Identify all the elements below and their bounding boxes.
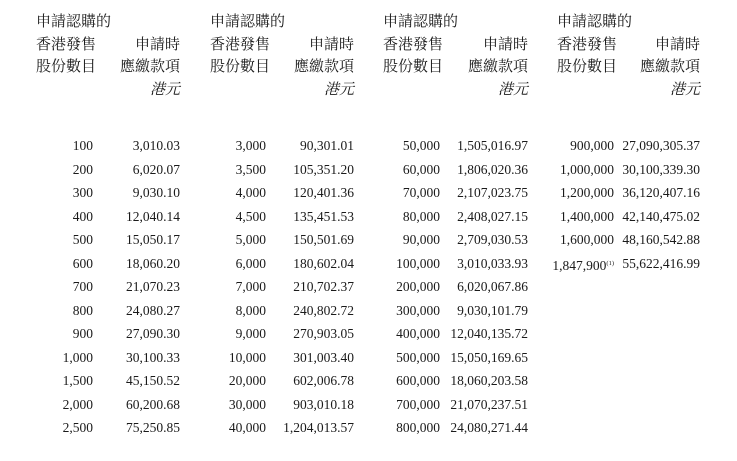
shares-cell: 4,500 bbox=[235, 208, 266, 224]
shares-cell: 200 bbox=[72, 161, 93, 177]
shares-cell: 2,500 bbox=[62, 420, 93, 435]
shares-cell: 50,000 bbox=[402, 138, 440, 153]
amount-cell: 2,408,027.15 bbox=[457, 208, 528, 224]
amount-cell: 18,060,203.58 bbox=[450, 373, 528, 388]
header-amount-line: 應繳款項 bbox=[293, 59, 354, 75]
header-shares-line: 股份數目 bbox=[383, 59, 444, 75]
shares-cell: 1,400,000 bbox=[560, 208, 614, 224]
shares-cell: 200,000 bbox=[396, 279, 440, 294]
amount-cell: 90,301.01 bbox=[300, 138, 354, 153]
shares-column-3 bbox=[396, 134, 440, 440]
shares-cell: 70,000 bbox=[402, 185, 440, 200]
shares-cell: 20,000 bbox=[228, 373, 266, 388]
amount-cell: 9,030.10 bbox=[132, 185, 180, 200]
amount-cell: 120,401.36 bbox=[293, 185, 354, 200]
header-amount-1 bbox=[120, 11, 180, 101]
amount-cell: 3,010.03 bbox=[132, 138, 180, 153]
shares-cell: 100,000 bbox=[396, 255, 440, 271]
amount-cell: 12,040,135.72 bbox=[450, 326, 528, 341]
amount-cell: 75,250.85 bbox=[126, 420, 180, 435]
amount-cell: 1,806,020.36 bbox=[457, 161, 528, 177]
amount-cell: 60,200.68 bbox=[126, 396, 180, 412]
amount-column-2 bbox=[283, 134, 354, 440]
amount-cell: 12,040.14 bbox=[126, 208, 180, 224]
header-amount-line: 申請時 bbox=[134, 36, 180, 53]
shares-cell: 40,000 bbox=[228, 420, 266, 435]
shares-cell: 1,200,000 bbox=[560, 185, 614, 200]
amount-cell: 903,010.18 bbox=[293, 396, 354, 412]
header-amount-line: 應繳款項 bbox=[119, 59, 180, 75]
shares-cell: 9,000 bbox=[235, 326, 266, 341]
shares-cell: 8,000 bbox=[235, 302, 266, 318]
header-amount-line: 應繳款項 bbox=[467, 59, 528, 75]
header-unit: 港元 bbox=[149, 81, 180, 98]
header-amount-3 bbox=[468, 11, 528, 101]
shares-cell: 90,000 bbox=[402, 232, 440, 247]
amount-cell: 18,060.20 bbox=[126, 255, 180, 271]
shares-cell: 1,000 bbox=[62, 349, 93, 365]
header-amount-4 bbox=[640, 11, 700, 101]
shares-cell: 600,000 bbox=[396, 373, 440, 388]
amount-cell: 36,120,407.16 bbox=[622, 185, 700, 200]
amount-cell: 27,090.30 bbox=[126, 326, 180, 341]
shares-cell: 6,000 bbox=[235, 255, 266, 271]
amount-column-3 bbox=[450, 134, 528, 440]
amount-cell: 55,622,416.99 bbox=[622, 255, 700, 271]
header-shares-line: 香港發售 bbox=[36, 36, 97, 53]
shares-column-2 bbox=[229, 134, 266, 440]
shares-cell: 1,600,000 bbox=[560, 232, 614, 247]
amount-cell: 602,006.78 bbox=[293, 373, 354, 388]
amount-cell: 9,030,101.79 bbox=[457, 302, 528, 318]
amount-cell: 135,451.53 bbox=[293, 208, 354, 224]
amount-cell: 15,050,169.65 bbox=[450, 349, 528, 365]
amount-cell: 180,602.04 bbox=[293, 255, 354, 271]
amount-cell: 30,100.33 bbox=[126, 349, 180, 365]
shares-cell: 300 bbox=[72, 185, 93, 200]
amount-cell: 270,903.05 bbox=[293, 326, 354, 341]
amount-cell: 2,709,030.53 bbox=[457, 232, 528, 247]
amount-cell: 27,090,305.37 bbox=[622, 138, 700, 153]
shares-cell: 10,000 bbox=[228, 349, 266, 365]
header-shares-line: 香港發售 bbox=[557, 36, 618, 53]
header-amount-2 bbox=[294, 11, 354, 101]
shares-cell: 7,000 bbox=[235, 279, 266, 294]
amount-cell: 1,204,013.57 bbox=[283, 420, 354, 435]
shares-cell: 700,000 bbox=[396, 396, 440, 412]
header-amount-line: 申請時 bbox=[482, 36, 528, 53]
amount-cell: 3,010,033.93 bbox=[457, 255, 528, 271]
shares-cell: 400,000 bbox=[396, 326, 440, 341]
shares-cell: 400 bbox=[72, 208, 93, 224]
shares-cell: 800 bbox=[72, 302, 93, 318]
shares-cell: 900 bbox=[72, 326, 93, 341]
header-unit: 港元 bbox=[669, 81, 700, 98]
amount-cell: 45,150.52 bbox=[126, 373, 180, 388]
header-shares-line: 股份數目 bbox=[210, 59, 271, 75]
shares-cell: 1,000,000 bbox=[560, 161, 614, 177]
header-amount-line: 應繳款項 bbox=[639, 59, 700, 75]
amount-cell: 105,351.20 bbox=[293, 161, 354, 177]
shares-column-1 bbox=[63, 134, 93, 440]
amount-cell: 30,100,339.30 bbox=[622, 161, 700, 177]
header-shares-line: 申請認購的 bbox=[36, 14, 112, 30]
header-shares-line: 股份數目 bbox=[557, 59, 618, 75]
amount-cell: 301,003.40 bbox=[293, 349, 354, 365]
header-shares-line: 香港發售 bbox=[383, 36, 444, 53]
header-unit: 港元 bbox=[497, 81, 528, 98]
shares-cell: 100 bbox=[72, 138, 93, 153]
shares-cell: 1,500 bbox=[62, 373, 93, 388]
header-amount-line: 申請時 bbox=[654, 36, 700, 53]
shares-cell: 80,000 bbox=[402, 208, 440, 224]
header-shares-3 bbox=[383, 11, 458, 79]
shares-cell: 60,000 bbox=[402, 161, 440, 177]
amount-cell: 150,501.69 bbox=[293, 232, 354, 247]
header-shares-line: 香港發售 bbox=[210, 36, 271, 53]
amount-cell: 42,140,475.02 bbox=[622, 208, 700, 224]
header-amount-line: 申請時 bbox=[308, 36, 354, 53]
shares-cell: 500 bbox=[72, 232, 93, 247]
shares-cell: 600 bbox=[72, 255, 93, 271]
amount-cell: 240,802.72 bbox=[293, 302, 354, 318]
shares-cell: 800,000 bbox=[396, 420, 440, 435]
amount-cell: 15,050.17 bbox=[126, 232, 180, 247]
shares-cell: 5,000 bbox=[235, 232, 266, 247]
header-shares-2 bbox=[210, 11, 285, 79]
amount-cell: 2,107,023.75 bbox=[457, 185, 528, 200]
shares-cell: 700 bbox=[72, 279, 93, 294]
header-shares-1 bbox=[36, 11, 111, 79]
amount-cell: 6,020.07 bbox=[132, 161, 180, 177]
shares-cell: 4,000 bbox=[235, 185, 266, 200]
shares-cell: 30,000 bbox=[228, 396, 266, 412]
amount-cell: 6,020,067.86 bbox=[457, 279, 528, 294]
header-shares-4 bbox=[557, 11, 632, 79]
amount-cell: 21,070.23 bbox=[126, 279, 180, 294]
shares-cell: 500,000 bbox=[396, 349, 440, 365]
shares-cell: 300,000 bbox=[396, 302, 440, 318]
shares-cell-with-note bbox=[552, 252, 614, 278]
footnote-marker: (1) bbox=[606, 259, 614, 267]
shares-column-4 bbox=[552, 134, 614, 277]
amount-cell: 1,505,016.97 bbox=[457, 138, 528, 153]
header-shares-line: 申請認購的 bbox=[557, 14, 633, 30]
shares-cell: 1,847,900 bbox=[552, 257, 607, 273]
shares-cell: 900,000 bbox=[570, 138, 614, 153]
amount-cell: 21,070,237.51 bbox=[450, 396, 528, 412]
amount-column-1 bbox=[126, 134, 180, 440]
header-unit: 港元 bbox=[323, 81, 354, 98]
amount-cell: 210,702.37 bbox=[293, 279, 354, 294]
shares-cell: 3,500 bbox=[235, 161, 266, 177]
shares-cell: 2,000 bbox=[62, 396, 93, 412]
amount-cell: 48,160,542.88 bbox=[622, 232, 700, 247]
header-shares-line: 申請認購的 bbox=[383, 14, 459, 30]
amount-cell: 24,080.27 bbox=[126, 302, 180, 318]
amount-cell: 24,080,271.44 bbox=[450, 420, 528, 435]
header-shares-line: 股份數目 bbox=[36, 59, 97, 75]
header-shares-line: 申請認購的 bbox=[210, 14, 286, 30]
amount-column-4 bbox=[622, 134, 700, 275]
shares-cell: 3,000 bbox=[235, 138, 266, 153]
